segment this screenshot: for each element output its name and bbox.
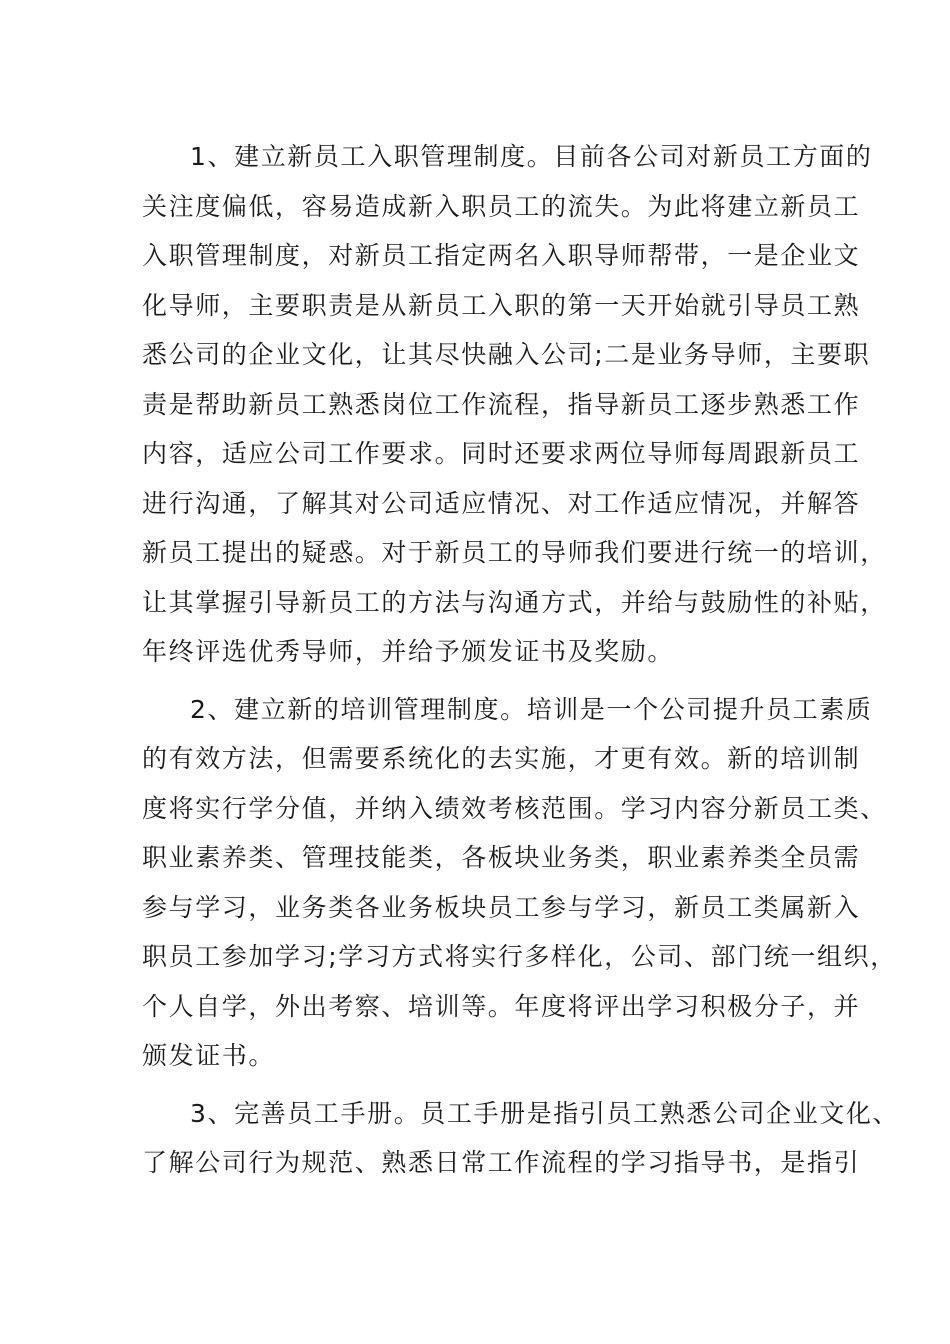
paragraph-line: 的有效方法，但需要系统化的去实施，才更有效。新的培训制 <box>142 744 861 773</box>
paragraph-1 <box>142 132 887 677</box>
paragraph-line: 了解公司行为规范、熟悉日常工作流程的学习指导书，是指引 <box>142 1148 861 1177</box>
paragraph-line: 3、完善员工手册。员工手册是指引员工熟悉公司企业文化、 <box>190 1098 900 1128</box>
paragraph-line: 入职管理制度，对新员工指定两名入职导师帮带，一是企业文 <box>142 241 861 270</box>
paragraph-line: 个人自学，外出考察、培训等。年度将评出学习积极分子，并 <box>142 991 861 1021</box>
paragraph-line: 1、建立新员工入职管理制度。目前各公司对新员工方面的 <box>190 142 873 171</box>
paragraph-2 <box>142 685 897 1081</box>
paragraph-line: 化导师，主要职责是从新员工入职的第一天开始就引导员工熟 <box>142 290 861 320</box>
document-body <box>142 132 900 1196</box>
paragraph-line: 关注度偏低，容易造成新入职员工的流失。为此将建立新员工 <box>142 191 861 221</box>
paragraph-line: 2、建立新的培训管理制度。培训是一个公司提升员工素质 <box>190 694 873 724</box>
paragraph-line: 责是帮助新员工熟悉岗位工作流程，指导新员工逐步熟悉工作 <box>142 389 861 419</box>
paragraph-line: 度将实行学分值，并纳入绩效考核范围。学习内容分新员工类、 <box>142 793 887 823</box>
paragraph-line: 让其掌握引导新员工的方法与沟通方式，并给与鼓励性的补贴， <box>142 587 887 617</box>
paragraph-line: 颁发证书。 <box>142 1041 276 1070</box>
paragraph-line: 悉公司的企业文化，让其尽快融入公司;二是业务导师，主要职 <box>142 340 871 369</box>
paragraph-line: 内容，适应公司工作要求。同时还要求两位导师每周跟新员工 <box>142 439 861 468</box>
paragraph-line: 参与学习，业务类各业务板块员工参与学习，新员工类属新入 <box>142 892 861 922</box>
paragraph-line: 进行沟通，了解其对公司适应情况、对工作适应情况，并解答 <box>142 488 861 518</box>
paragraph-line: 年终评选优秀导师，并给予颁发证书及奖励。 <box>142 637 675 666</box>
paragraph-3 <box>142 1089 900 1188</box>
paragraph-line: 职业素养类、管理技能类，各板块业务类，职业素养类全员需 <box>142 843 861 872</box>
paragraph-line: 新员工提出的疑惑。对于新员工的导师我们要进行统一的培训， <box>142 538 887 567</box>
paragraph-line: 职员工参加学习;学习方式将实行多样化，公司、部门统一组织， <box>142 942 897 971</box>
